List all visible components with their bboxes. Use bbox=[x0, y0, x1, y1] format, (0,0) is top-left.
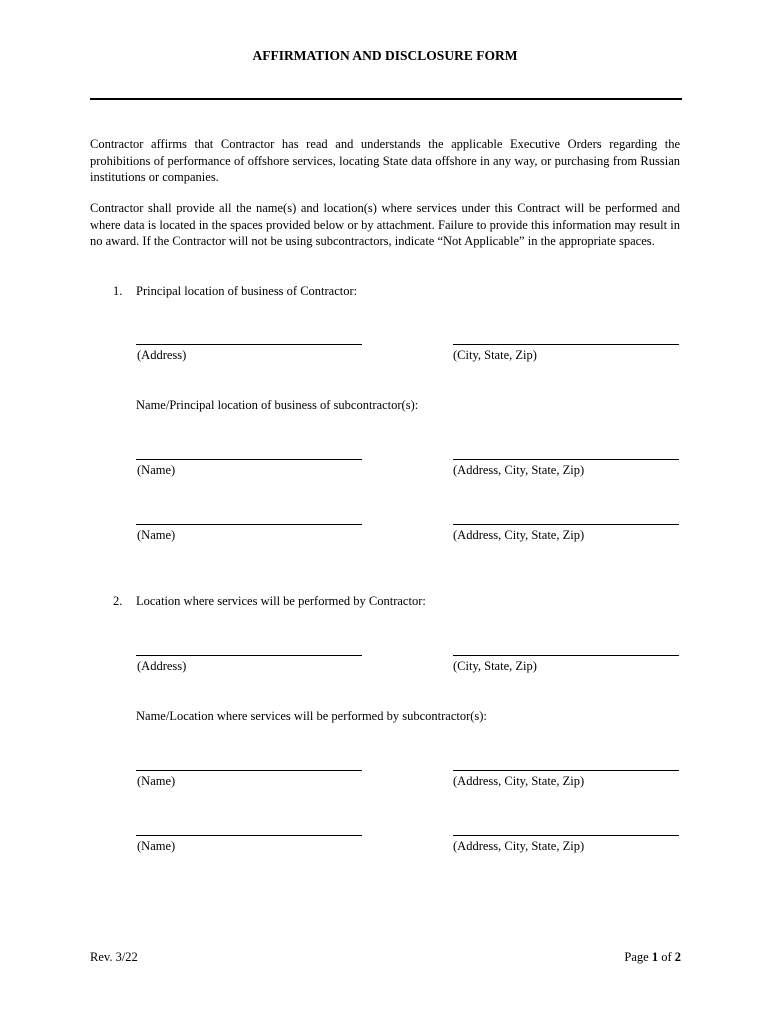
services-city-state-zip-field[interactable] bbox=[453, 655, 679, 656]
page-prefix: Page bbox=[624, 950, 649, 964]
name-label: (Name) bbox=[137, 528, 176, 542]
section-2-number: 2. bbox=[113, 594, 123, 608]
name-label: (Name) bbox=[137, 774, 176, 788]
contractor-city-state-zip-field[interactable] bbox=[453, 344, 679, 345]
subcontractor-address-field[interactable] bbox=[453, 459, 679, 460]
city-state-zip-label: (City, State, Zip) bbox=[453, 348, 537, 362]
section-1-heading-text: Principal location of business of Contractor: bbox=[136, 284, 358, 298]
affirmation-paragraph: Contractor affirms that Contractor has read and understands the applicable Executive Orders regarding the prohibitions of performance of offshore services, locating State data offshore in any way, or purchasing from Russian institutions or companies. bbox=[90, 137, 680, 184]
contractor-address-field[interactable] bbox=[136, 344, 362, 345]
services-address-field[interactable] bbox=[136, 655, 362, 656]
subcontractor-address-field[interactable] bbox=[453, 770, 679, 771]
section-2-subcontractor-heading: Name/Location where services will be performed by subcontractor(s): bbox=[136, 709, 487, 723]
address-city-state-zip-label: (Address, City, State, Zip) bbox=[453, 839, 585, 853]
address-city-state-zip-label: (Address, City, State, Zip) bbox=[453, 774, 585, 788]
section-1-subcontractor-heading: Name/Principal location of business of subcontractor(s): bbox=[136, 398, 419, 412]
subcontractor-name-field[interactable] bbox=[136, 524, 362, 525]
subcontractor-name-field[interactable] bbox=[136, 835, 362, 836]
title-divider bbox=[90, 98, 682, 100]
page-total: 2 bbox=[674, 950, 681, 964]
address-label: (Address) bbox=[137, 348, 187, 362]
page-current: 1 bbox=[651, 950, 659, 964]
instructions-paragraph: Contractor shall provide all the name(s) and location(s) where services under this Contract will be performed and where data is located in the spaces provided below or by attachment. Failure to provide this information may result in no award. If the Contractor will not be using subcontractors, indicate “Not Applicable” in the appropriate spaces. bbox=[90, 201, 680, 248]
section-2-heading bbox=[113, 594, 673, 609]
revision-label: Rev. 3/22 bbox=[90, 950, 138, 964]
subcontractor-name-field[interactable] bbox=[136, 459, 362, 460]
address-city-state-zip-label: (Address, City, State, Zip) bbox=[453, 528, 585, 542]
subcontractor-name-field[interactable] bbox=[136, 770, 362, 771]
subcontractor-address-field[interactable] bbox=[453, 835, 679, 836]
section-2-heading-text: Location where services will be performed by Contractor: bbox=[136, 594, 426, 608]
form-title: AFFIRMATION AND DISCLOSURE FORM bbox=[252, 48, 518, 63]
city-state-zip-label: (City, State, Zip) bbox=[453, 659, 537, 673]
section-1-number: 1. bbox=[113, 284, 123, 298]
address-city-state-zip-label: (Address, City, State, Zip) bbox=[453, 463, 585, 477]
name-label: (Name) bbox=[137, 463, 176, 477]
address-label: (Address) bbox=[137, 659, 187, 673]
section-1-heading bbox=[113, 284, 673, 299]
name-label: (Name) bbox=[137, 839, 176, 853]
page-number bbox=[624, 950, 681, 965]
subcontractor-address-field[interactable] bbox=[453, 524, 679, 525]
page-of: of bbox=[661, 950, 672, 964]
